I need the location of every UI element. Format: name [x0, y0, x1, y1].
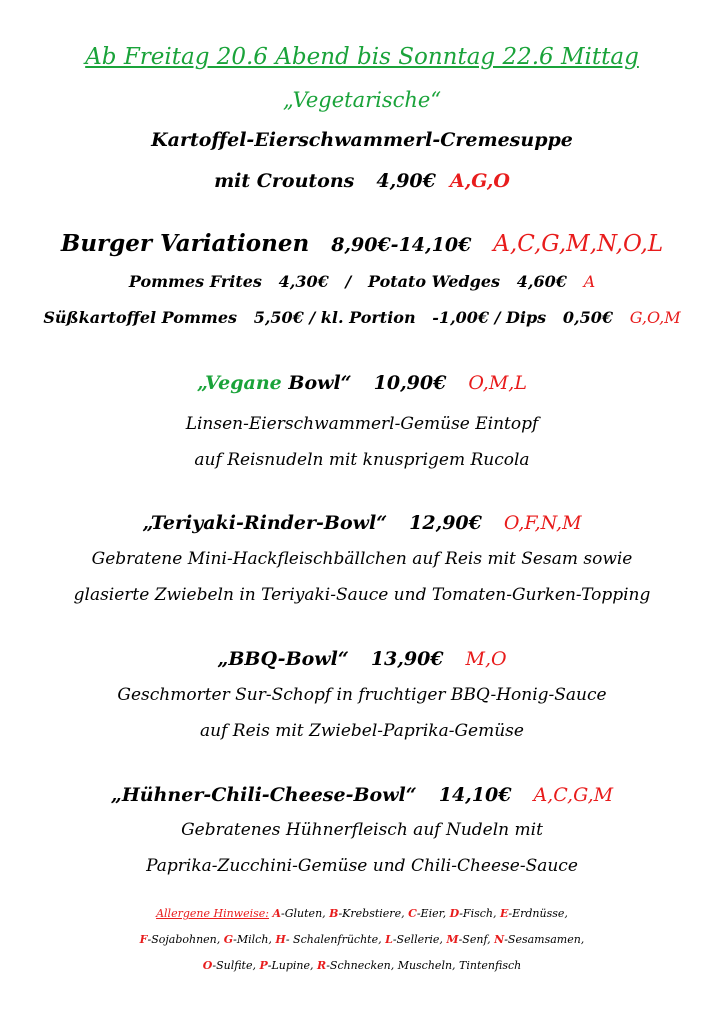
chicken-bowl-desc-2: Paprika-Zucchini-Gemüse und Chili-Cheese-Sauce — [146, 856, 578, 876]
allergen-code: E — [499, 907, 509, 920]
soup-allergens: A,G,O — [449, 170, 510, 192]
allergen-desc: - Schalenfrüchte, — [285, 933, 386, 946]
vegan-bowl-name-green: Vegane — [205, 372, 282, 394]
date-range-heading: Ab Freitag 20.6 Abend bis Sonntag 22.6 Mittag — [85, 44, 639, 70]
allergen-notes-row-1 — [0, 907, 724, 920]
allergen-notes-row-2 — [0, 933, 724, 946]
bbq-bowl-desc-2: auf Reis mit Zwiebel-Paprika-Gemüse — [200, 721, 524, 741]
sides-line-1-text: Pommes Frites 4,30€ / Potato Wedges 4,60€ — [128, 272, 567, 291]
burger-name: Burger Variationen — [60, 230, 310, 257]
teriyaki-bowl-desc-2: glasierte Zwiebeln in Teriyaki-Sauce und Tomaten-Gurken-Topping — [73, 585, 651, 605]
allergen-code: N — [494, 933, 505, 946]
allergen-desc: -Sellerie, — [392, 933, 447, 946]
bbq-bowl-desc-1: Geschmorter Sur-Schopf in fruchtiger BBQ-Honig-Sauce — [117, 685, 607, 705]
allergen-desc: -Senf, — [458, 933, 495, 946]
teriyaki-bowl-name: „Teriyaki-Rinder-Bowl“ — [142, 512, 388, 534]
vegan-bowl-title — [0, 372, 724, 394]
allergen-desc: -Lupine, — [267, 959, 318, 972]
allergen-desc: -Eier, — [416, 907, 450, 920]
burger-price: 8,90€-14,10€ — [331, 234, 472, 256]
allergen-desc: -Sojabohnen, — [147, 933, 224, 946]
vegan-bowl-desc-1: Linsen-Eierschwammerl-Gemüse Eintopf — [185, 414, 539, 434]
bbq-bowl-title — [0, 648, 724, 670]
soup-name: Kartoffel-Eierschwammerl-Cremesuppe — [151, 129, 573, 151]
bbq-bowl-name: „BBQ-Bowl“ — [217, 648, 349, 670]
allergen-desc: -Krebstiere, — [338, 907, 409, 920]
allergen-code: A — [272, 907, 282, 920]
allergen-code: L — [385, 933, 393, 946]
vegan-bowl-desc-2: auf Reisnudeln mit knusprigem Rucola — [194, 450, 530, 470]
vegan-bowl-quote: „ — [197, 372, 206, 394]
vegan-bowl-allergens: O,M,L — [468, 372, 527, 394]
chicken-bowl-title — [0, 784, 724, 806]
allergen-code: C — [408, 907, 417, 920]
allergen-desc: -Schnecken, Muscheln, Tintenfisch — [326, 959, 522, 972]
sides-line-1 — [0, 272, 724, 291]
allergen-code: G — [223, 933, 234, 946]
vegan-bowl-price: 10,90€ — [373, 372, 447, 394]
allergen-code: R — [317, 959, 327, 972]
vegan-bowl-name-rest: Bowl“ — [281, 372, 352, 394]
allergen-code: M — [446, 933, 459, 946]
soup-name-2: mit Croutons — [214, 170, 355, 192]
sides-line-2 — [0, 308, 724, 327]
allergen-code: O — [202, 959, 213, 972]
allergen-desc: -Fisch, — [459, 907, 500, 920]
category-heading: „Vegetarische“ — [282, 88, 442, 112]
teriyaki-bowl-allergens: O,F,N,M — [503, 512, 582, 534]
soup-line2 — [0, 170, 724, 192]
teriyaki-bowl-desc-1: Gebratene Mini-Hackfleischbällchen auf Reis mit Sesam sowie — [91, 549, 633, 569]
allergen-desc: -Sulfite, — [212, 959, 260, 972]
allergen-notes-title: Allergene Hinweise: — [156, 907, 269, 920]
sides-line-1-allergens: A — [583, 272, 596, 291]
sides-line-2-allergens: G,O,M — [629, 308, 681, 327]
allergen-row-1-items — [272, 907, 567, 920]
bbq-bowl-price: 13,90€ — [370, 648, 444, 670]
allergen-code: H — [275, 933, 286, 946]
burger-allergens: A,C,G,M,N,O,L — [493, 231, 664, 257]
teriyaki-bowl-price: 12,90€ — [409, 512, 482, 534]
allergen-code: B — [329, 907, 339, 920]
teriyaki-bowl-title — [0, 512, 724, 534]
chicken-bowl-allergens: A,C,G,M — [533, 784, 614, 806]
allergen-code: P — [259, 959, 268, 972]
allergen-desc: -Gluten, — [281, 907, 330, 920]
burger-line — [0, 230, 724, 257]
chicken-bowl-price: 14,10€ — [438, 784, 512, 806]
allergen-notes-row-3 — [0, 959, 724, 972]
chicken-bowl-desc-1: Gebratenes Hühnerfleisch auf Nudeln mit — [181, 820, 543, 840]
allergen-code: D — [449, 907, 460, 920]
bbq-bowl-allergens: M,O — [465, 648, 507, 670]
allergen-desc: -Sesamsamen, — [504, 933, 585, 946]
soup-price: 4,90€ — [376, 170, 436, 192]
allergen-code: F — [139, 933, 148, 946]
allergen-desc: -Milch, — [233, 933, 276, 946]
allergen-desc: -Erdnüsse, — [508, 907, 568, 920]
sides-line-2-text: Süßkartoffel Pommes 5,50€ / kl. Portion -1,00€ / Dips 0,50€ — [43, 308, 613, 327]
chicken-bowl-name: „Hühner-Chili-Cheese-Bowl“ — [110, 784, 417, 806]
